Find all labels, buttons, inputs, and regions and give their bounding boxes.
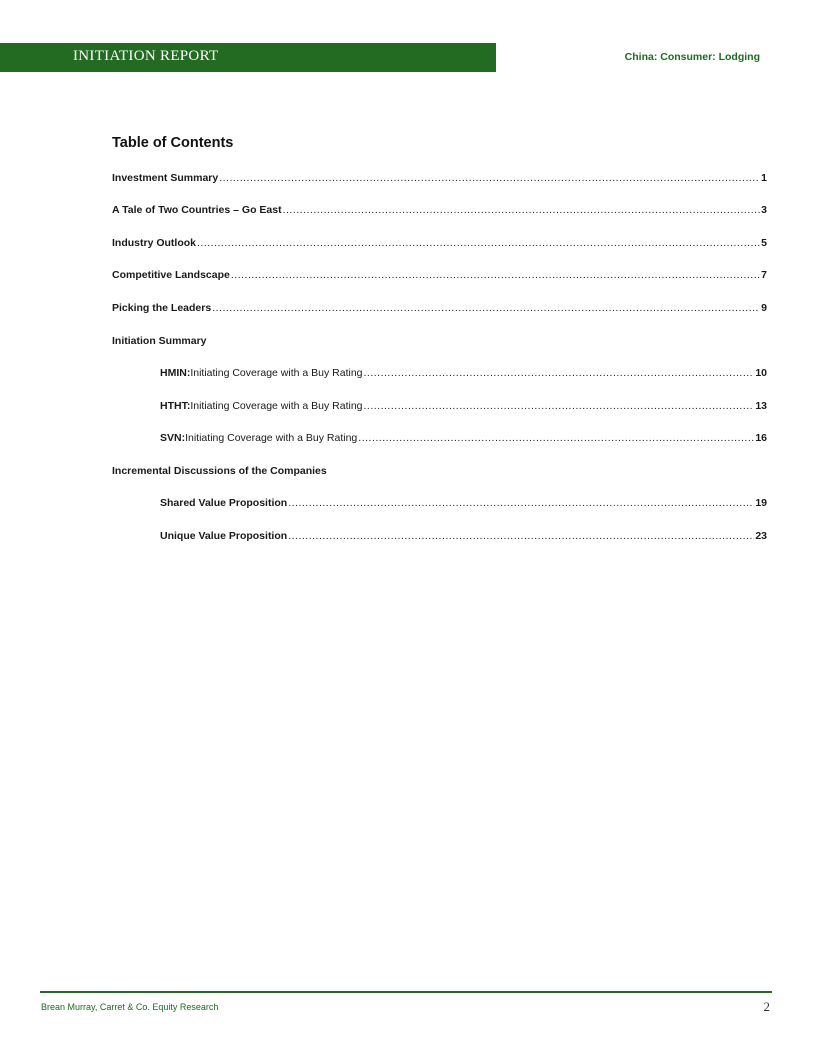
toc-entry-text: Initiating Coverage with a Buy Rating: [185, 432, 358, 444]
toc-entry-shared-value[interactable]: [160, 497, 767, 513]
toc-leader-dots: [364, 400, 755, 412]
toc-entry-picking-the-leaders[interactable]: [112, 302, 767, 318]
toc-section-initiation-summary[interactable]: Initiation Summary: [112, 335, 207, 347]
toc-leader-dots: [197, 237, 760, 249]
toc-entry-page: 3: [761, 204, 767, 216]
toc-leader-dots: [212, 302, 760, 314]
toc-entry-page: 1: [761, 172, 767, 184]
toc-entry-label: Investment Summary: [112, 172, 219, 184]
toc-entry-investment-summary[interactable]: [112, 172, 767, 188]
toc-leader-dots: [358, 432, 754, 444]
toc-entry-text: Initiating Coverage with a Buy Rating: [190, 367, 363, 379]
toc-entry-page: 19: [755, 497, 767, 509]
toc-entry-page: 23: [755, 530, 767, 542]
toc-entry-label: Shared Value Proposition: [160, 497, 288, 509]
toc-entry-text: Initiating Coverage with a Buy Rating: [190, 400, 363, 412]
toc-entry-svn[interactable]: [160, 432, 767, 448]
toc-entry-ticker: SVN:: [160, 432, 186, 444]
toc-entry-unique-value[interactable]: [160, 530, 767, 546]
toc-entry-ticker: HMIN:: [160, 367, 191, 379]
toc-leader-dots: [288, 530, 754, 542]
toc-entry-page: 7: [761, 269, 767, 281]
toc-entry-hmin[interactable]: [160, 367, 767, 383]
page-number: 2: [763, 999, 770, 1014]
toc-entry-label: Industry Outlook: [112, 237, 196, 249]
toc-entry-page: 10: [755, 367, 767, 379]
toc-leader-dots: [219, 172, 760, 184]
toc-leader-dots: [288, 497, 754, 509]
toc-entry-label: Unique Value Proposition: [160, 530, 288, 542]
toc-entry-page: 5: [761, 237, 767, 249]
toc-entry-industry-outlook[interactable]: [112, 237, 767, 253]
footer-divider: [40, 991, 772, 993]
footer-firm: Brean Murray, Carret & Co. Equity Research: [41, 1002, 219, 1012]
toc-entry-label: Competitive Landscape: [112, 269, 230, 281]
toc-entry-htht[interactable]: [160, 400, 767, 416]
toc-entry-competitive-landscape[interactable]: [112, 269, 767, 285]
toc-section-incremental-discussions[interactable]: Incremental Discussions of the Companies: [112, 465, 327, 477]
toc-entry-page: 9: [761, 302, 767, 314]
toc-entry-ticker: HTHT:: [160, 400, 191, 412]
toc-leader-dots: [231, 269, 760, 281]
toc-entry-page: 16: [755, 432, 767, 444]
toc-title: Table of Contents: [112, 135, 234, 151]
toc-entry-tale-of-two-countries[interactable]: [112, 204, 767, 220]
toc-entry-page: 13: [755, 400, 767, 412]
report-banner: [0, 43, 496, 72]
toc-leader-dots: [364, 367, 755, 379]
banner-title: INITIATION REPORT: [73, 48, 219, 64]
toc-entry-label: A Tale of Two Countries – Go East: [112, 204, 282, 216]
toc-entry-label: Picking the Leaders: [112, 302, 212, 314]
toc-leader-dots: [283, 204, 761, 216]
sector-label: China: Consumer: Lodging: [624, 51, 760, 63]
